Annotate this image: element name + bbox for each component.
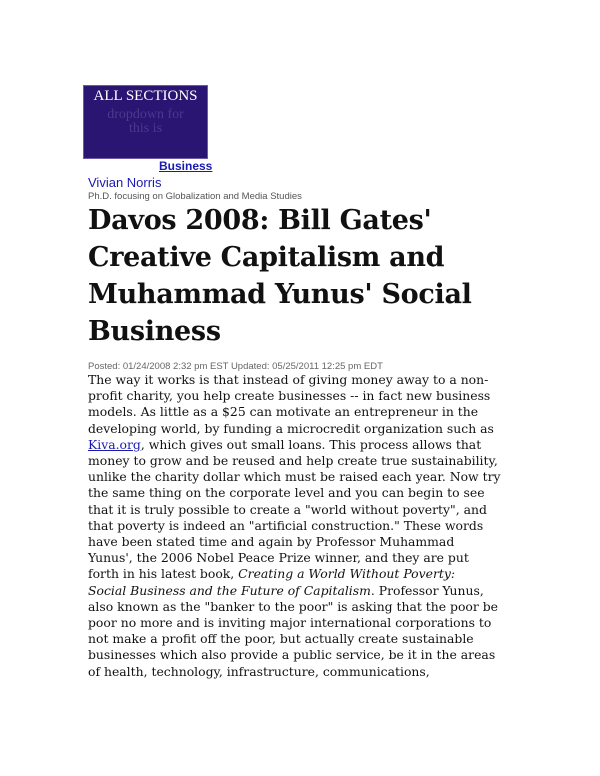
book-title-part-2: Social Business and the Future of Capitalism — [88, 582, 371, 598]
body-line: the same thing on the corporate level and you can begin to see — [88, 485, 485, 501]
all-sections-sublabel-line1: dropdown for — [107, 107, 184, 122]
body-line: not make a profit off the poor, but actually create sustainable — [88, 631, 474, 647]
headline-line-4: Business — [88, 316, 221, 347]
body-line: of health, technology, infrastructure, communications, — [88, 663, 430, 679]
all-sections-label: ALL SECTIONS — [93, 88, 198, 104]
body-line: unlike the charity dollar which must be raised each year. Now try — [88, 469, 501, 485]
body-line: poor no more and is inviting major international corporations to — [88, 615, 492, 631]
body-line: also known as the "banker to the poor" is asking that the poor be — [88, 598, 499, 614]
body-line: businesses which also provide a public service, be it in the areas — [88, 647, 496, 663]
headline-line-2: Creative Capitalism and — [88, 242, 445, 273]
article-body — [88, 372, 528, 680]
body-line-rest: . Professor Yunus, — [370, 582, 484, 598]
body-line — [88, 583, 528, 599]
post-dates: Posted: 01/24/2008 2:32 pm EST Updated: 05/25/2011 12:25 pm EDT — [88, 361, 383, 372]
body-line-pre: forth in his latest book, — [88, 566, 239, 582]
article-headline — [88, 202, 568, 350]
headline-line-1: Davos 2008: Bill Gates' — [88, 205, 432, 236]
all-sections-sublabel — [84, 108, 207, 136]
body-line-rest: , which gives out small loans. This process allows that — [140, 436, 482, 452]
author-description: Ph.D. focusing on Globalization and Media Studies — [88, 191, 302, 202]
body-line — [88, 437, 528, 453]
body-line: developing world, by funding a microcredit organization such as — [88, 420, 494, 436]
body-line — [88, 566, 528, 582]
body-line: profit charity, you help create businesses -- in fact new business — [88, 388, 491, 404]
headline-line-3: Muhammad Yunus' Social — [88, 279, 472, 310]
book-title-part-1: Creating a World Without Poverty: — [238, 566, 456, 582]
body-line: that poverty is indeed an "artificial construction." These words — [88, 517, 484, 533]
author-name-link[interactable]: Vivian Norris — [88, 175, 162, 190]
all-sections-sublabel-line2: this is — [128, 121, 163, 136]
kiva-link[interactable]: Kiva.org — [88, 436, 141, 452]
body-line: that it is truly possible to create a "world without poverty", and — [88, 501, 487, 517]
body-line: have been stated time and again by Professor Muhammad — [88, 534, 455, 550]
body-line: money to grow and be reused and help create true sustainability, — [88, 453, 498, 469]
body-line: models. As little as a $25 can motivate an entrepreneur in the — [88, 404, 479, 420]
all-sections-dropdown[interactable] — [83, 85, 208, 159]
section-link-business[interactable]: Business — [159, 159, 213, 173]
body-line: Yunus', the 2006 Nobel Peace Prize winner, and they are put — [88, 550, 469, 566]
body-line: The way it works is that instead of giving money away to a non- — [88, 372, 489, 387]
